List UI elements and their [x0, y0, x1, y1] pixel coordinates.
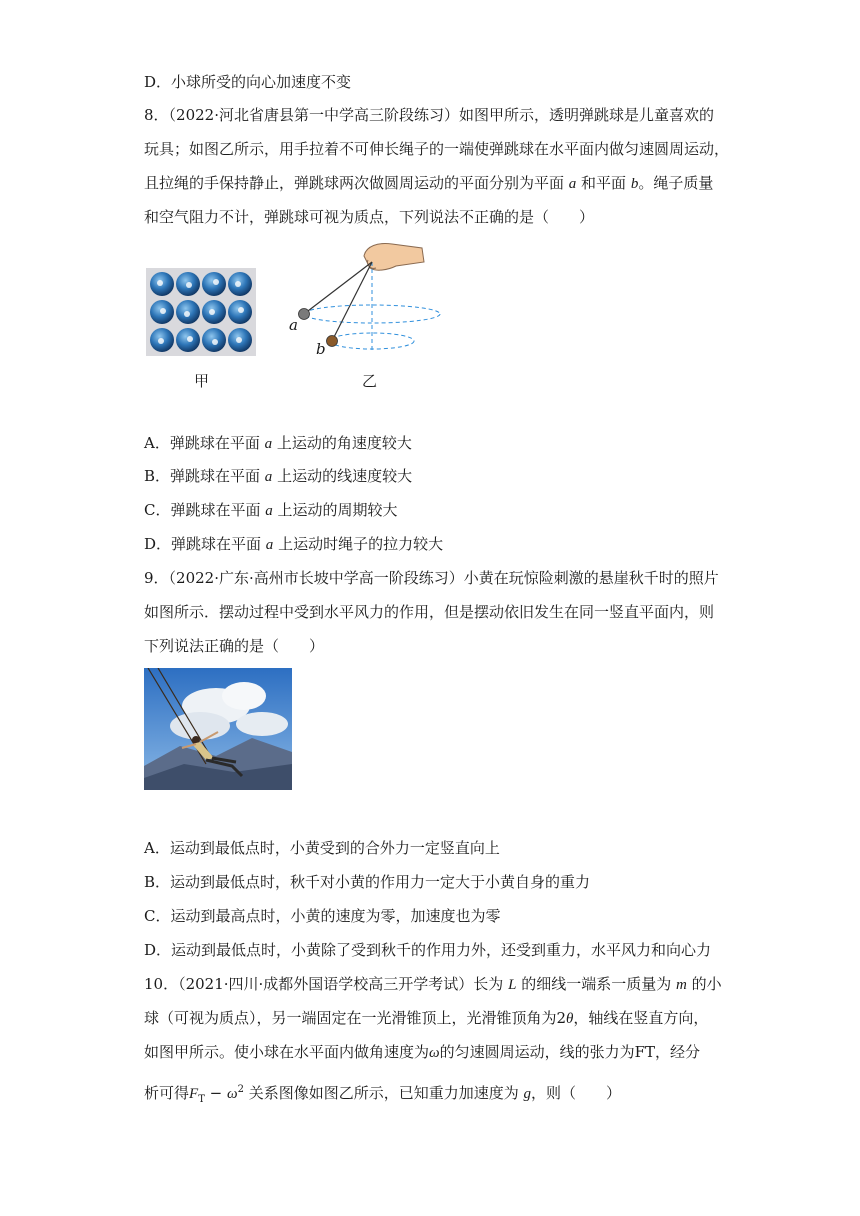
ball-a [299, 309, 310, 320]
q8-plane-b: b [630, 176, 639, 192]
q8-stem-3c: 和平面 [576, 174, 631, 192]
q9-stem-line-1: 9．（2022·广东·高州市长坡中学高一阶段练习）小黄在玩惊险刺激的悬崖秋千时的照片 [144, 569, 719, 587]
point-b-label: b [316, 340, 326, 358]
rope-circle-diagram [280, 238, 450, 368]
q9-option-c: C．运动到最高点时，小黄的速度为零，加速度也为零 [144, 907, 501, 925]
q8-stem-line-1 [144, 105, 714, 125]
q8-option-b: B．弹跳球在平面 a 上运动的线速度较大 [144, 467, 413, 485]
fig-jia-label: 甲 [194, 372, 210, 390]
q8-stem-line-3 [144, 173, 713, 194]
q10-stem-line-4: 析可得$F_T - \omega^2$ 关系图像如图乙所示，已知重力加速度为 g，则（ ） [144, 1084, 621, 1105]
q8-stem-3e: 。绳子质量 [638, 174, 714, 192]
cliff-swing-photo [144, 668, 292, 790]
q9-stem-line-3: 下列说法正确的是（ ） [144, 637, 325, 655]
q7-option-d: D．小球所受的向心加速度不变 [144, 73, 352, 91]
q8-stem-text: 如图甲所示，透明弹跳球是儿童喜欢的 [459, 106, 715, 124]
q10-stem-line-3: 如图甲所示。使小球在水平面内做角速度为ω的匀速圆周运动，线的张力为FT，经分 [144, 1043, 701, 1061]
bouncing-balls-image [146, 268, 256, 356]
cliff-swing-image [144, 668, 292, 790]
q8-option-c: C．弹跳球在平面 a 上运动的周期较大 [144, 501, 398, 519]
bouncing-balls-photo [146, 268, 256, 356]
q9-option-b: B．运动到最低点时，秋千对小黄的作用力一定大于小黄自身的重力 [144, 873, 591, 891]
q10-stem-line-2: 球（可视为质点），另一端固定在一光滑锥顶上，光滑锥顶角为2θ，轴线在竖直方向， [144, 1009, 709, 1027]
q8-option-d: D．弹跳球在平面 a 上运动时绳子的拉力较大 [144, 535, 444, 553]
fig-yi-label: 乙 [362, 372, 378, 390]
q9-stem-line-2: 如图所示．摆动过程中受到水平风力的作用，但是摆动依旧发生在同一竖直平面内，则 [144, 603, 715, 621]
q8-stem-line-2: 玩具；如图乙所示，用手拉着不可伸长绳子的一端使弹跳球在水平面内做匀速圆周运动， [144, 140, 730, 158]
q10-stem-line-1: 10．（2021·四川·成都外国语学校高三开学考试）长为 L 的细线一端系一质量为 m 的小 [144, 975, 722, 993]
point-a-label: a [289, 316, 298, 334]
q8-plane-a: a [568, 176, 577, 192]
q8-source: 8．（2022·河北省唐县第一中学高三阶段练习） [144, 106, 459, 124]
q8-option-a: A．弹跳球在平面 a 上运动的角速度较大 [144, 434, 412, 452]
q8-stem-3a: 且拉绳的手保持静止，弹跳球两次做圆周运动的平面分别为平面 [144, 174, 569, 192]
q8-stem-line-4: 和空气阻力不计，弹跳球可视为质点，下列说法不正确的是（ ） [144, 208, 595, 226]
q9-option-d: D．运动到最低点时，小黄除了受到秋千的作用力外，还受到重力，水平风力和向心力 [144, 941, 712, 959]
hand-icon [364, 244, 424, 271]
q9-option-a: A．运动到最低点时，小黄受到的合外力一定竖直向上 [144, 839, 500, 857]
ball-b [327, 336, 338, 347]
